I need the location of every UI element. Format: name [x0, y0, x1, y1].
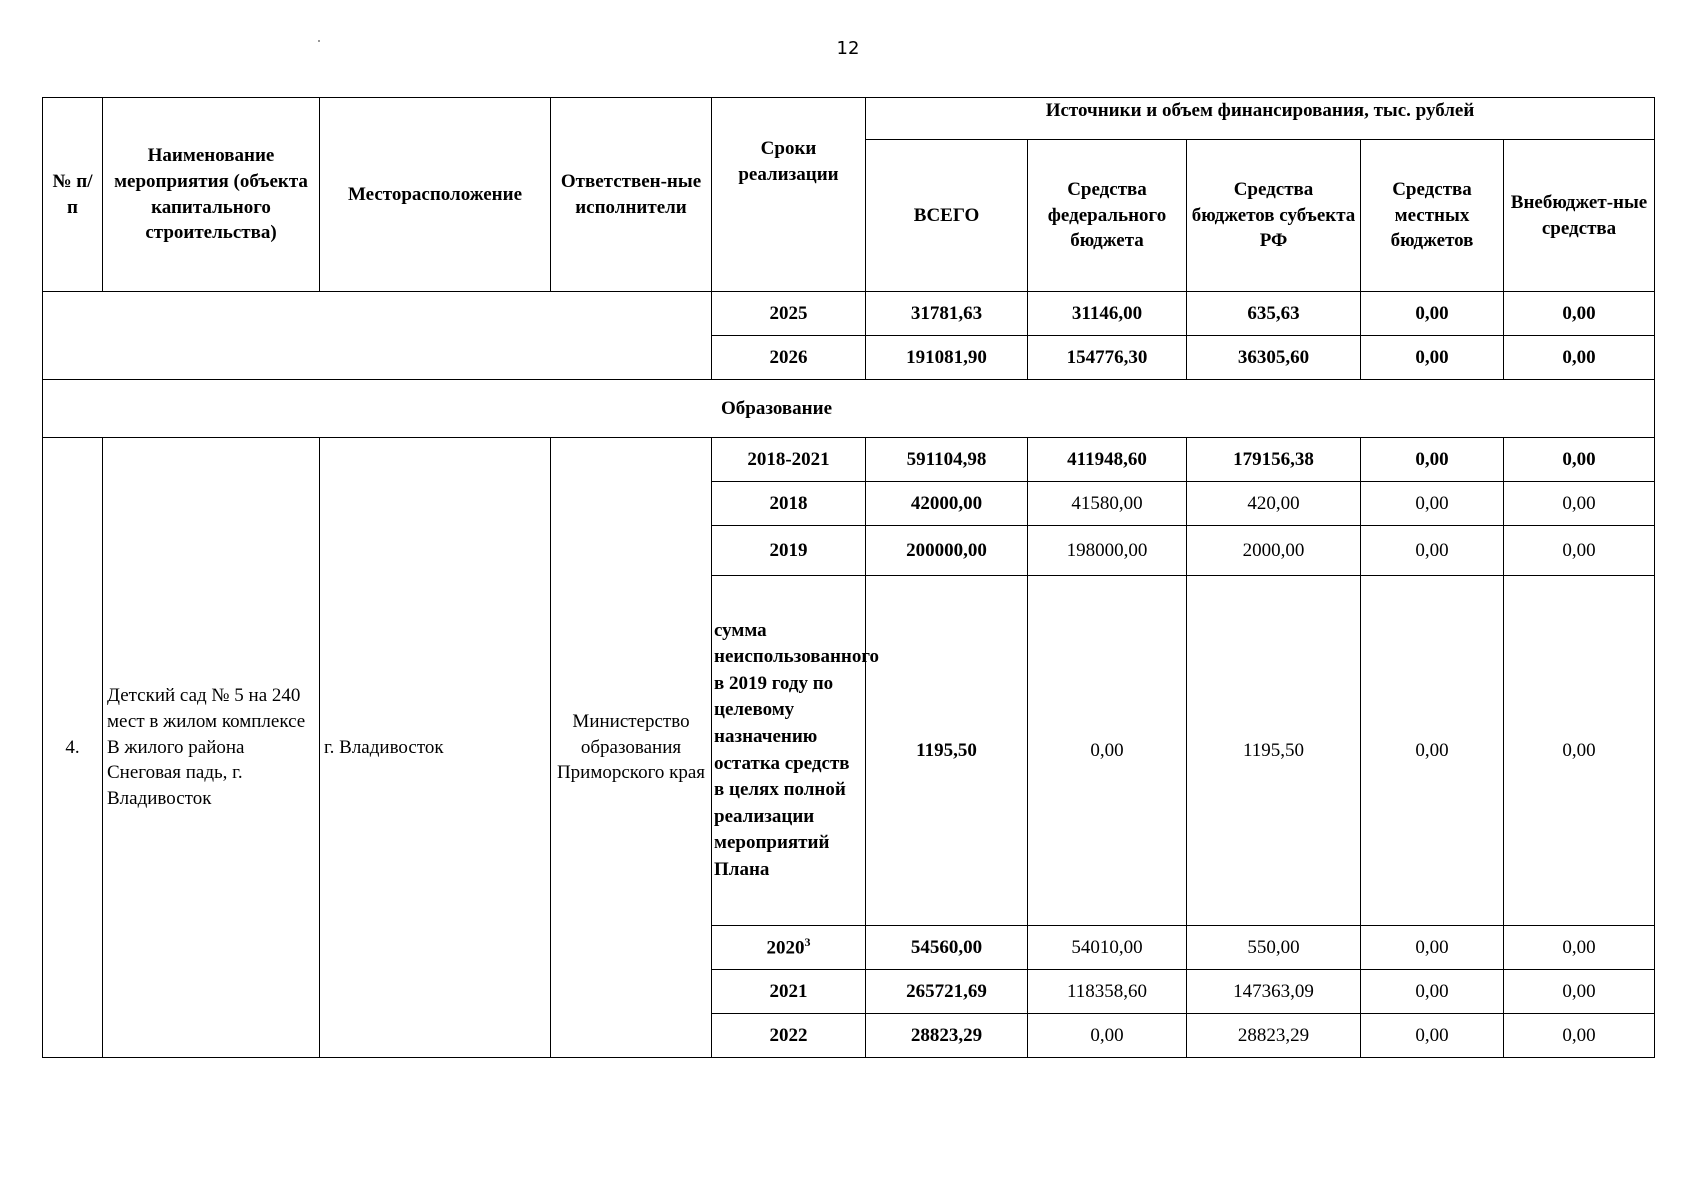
header-federal: Средства федерального бюджета — [1028, 140, 1187, 292]
cell-year: 2018 — [712, 482, 866, 526]
financing-table — [42, 97, 1655, 1058]
cell-total: 28823,29 — [866, 1014, 1028, 1058]
cell-federal: 0,00 — [1028, 1014, 1187, 1058]
section-row — [43, 380, 1655, 438]
cell-federal: 154776,30 — [1028, 336, 1187, 380]
cell-year-text: 2020 — [766, 937, 805, 959]
cell-local: 0,00 — [1361, 970, 1504, 1014]
header-responsible: Ответствен-ные исполнители — [551, 98, 712, 292]
cell-extra: 0,00 — [1504, 336, 1655, 380]
cell-regional: 179156,38 — [1187, 438, 1361, 482]
cell-local: 0,00 — [1361, 336, 1504, 380]
cell-local: 0,00 — [1361, 576, 1504, 926]
item-responsible: Министерство образования Приморского края — [551, 438, 712, 1058]
cell-extra: 0,00 — [1504, 438, 1655, 482]
cell-regional: 147363,09 — [1187, 970, 1361, 1014]
cell-regional: 550,00 — [1187, 926, 1361, 970]
cell-year: 2022 — [712, 1014, 866, 1058]
cell-total: 200000,00 — [866, 526, 1028, 576]
cell-extra: 0,00 — [1504, 292, 1655, 336]
cell-extra: 0,00 — [1504, 1014, 1655, 1058]
cell-federal: 198000,00 — [1028, 526, 1187, 576]
page-number: 12 — [836, 38, 860, 59]
cell-year: 2019 — [712, 526, 866, 576]
cell-year: 2021 — [712, 970, 866, 1014]
cell-total: 31781,63 — [866, 292, 1028, 336]
cell-regional: 28823,29 — [1187, 1014, 1361, 1058]
header-regional: Средства бюджетов субъекта РФ — [1187, 140, 1361, 292]
cell-federal: 54010,00 — [1028, 926, 1187, 970]
cell-federal: 0,00 — [1028, 576, 1187, 926]
cell-local: 0,00 — [1361, 526, 1504, 576]
item-name: Детский сад № 5 на 240 мест в жилом комплексе В жилого района Снеговая падь, г. Владивосток — [103, 438, 320, 1058]
cell-total: 1195,50 — [866, 576, 1028, 926]
cell-total: 591104,98 — [866, 438, 1028, 482]
section-title-text: Образование — [721, 397, 833, 419]
cell-federal: 41580,00 — [1028, 482, 1187, 526]
header-num: № п/п — [43, 98, 103, 292]
cell-extra: 0,00 — [1504, 526, 1655, 576]
cell-total: 54560,00 — [866, 926, 1028, 970]
cell-total: 191081,90 — [866, 336, 1028, 380]
table-row — [43, 292, 1655, 336]
cell-local: 0,00 — [1361, 926, 1504, 970]
cell-total: 42000,00 — [866, 482, 1028, 526]
header-local: Средства местных бюджетов — [1361, 140, 1504, 292]
empty-cell — [43, 292, 712, 380]
table-row — [43, 438, 1655, 482]
cell-regional: 36305,60 — [1187, 336, 1361, 380]
header-period: Сроки реализации — [712, 98, 866, 292]
cell-local: 0,00 — [1361, 438, 1504, 482]
cell-year: 2025 — [712, 292, 866, 336]
header-sources: Источники и объем финансирования, тыс. рублей — [866, 98, 1655, 140]
section-title — [43, 380, 1655, 438]
item-num: 4. — [43, 438, 103, 1058]
cell-extra: 0,00 — [1504, 926, 1655, 970]
cell-extra: 0,00 — [1504, 576, 1655, 926]
cell-regional: 2000,00 — [1187, 526, 1361, 576]
cell-year: 2026 — [712, 336, 866, 380]
cell-local: 0,00 — [1361, 482, 1504, 526]
cell-federal: 411948,60 — [1028, 438, 1187, 482]
header-extra: Внебюджет-ные средства — [1504, 140, 1655, 292]
footnote-mark: 3 — [804, 935, 811, 950]
cell-federal: 31146,00 — [1028, 292, 1187, 336]
header-location: Месторасположение — [320, 98, 551, 292]
cell-regional: 635,63 — [1187, 292, 1361, 336]
cell-federal: 118358,60 — [1028, 970, 1187, 1014]
cell-regional: 420,00 — [1187, 482, 1361, 526]
cell-extra: 0,00 — [1504, 482, 1655, 526]
item-location: г. Владивосток — [320, 438, 551, 1058]
cell-extra: 0,00 — [1504, 970, 1655, 1014]
cell-regional: 1195,50 — [1187, 576, 1361, 926]
header-name: Наименование мероприятия (объекта капитального строительства) — [103, 98, 320, 292]
cell-year — [712, 926, 866, 970]
scan-dot — [318, 40, 320, 42]
cell-local: 0,00 — [1361, 292, 1504, 336]
header-total: ВСЕГО — [866, 140, 1028, 292]
cell-total: 265721,69 — [866, 970, 1028, 1014]
cell-year: 2018-2021 — [712, 438, 866, 482]
cell-local: 0,00 — [1361, 1014, 1504, 1058]
cell-period-note: сумма неиспользованного в 2019 году по целевому назначению остатка средств в целях полной реализации мероприятий Плана — [712, 576, 866, 926]
